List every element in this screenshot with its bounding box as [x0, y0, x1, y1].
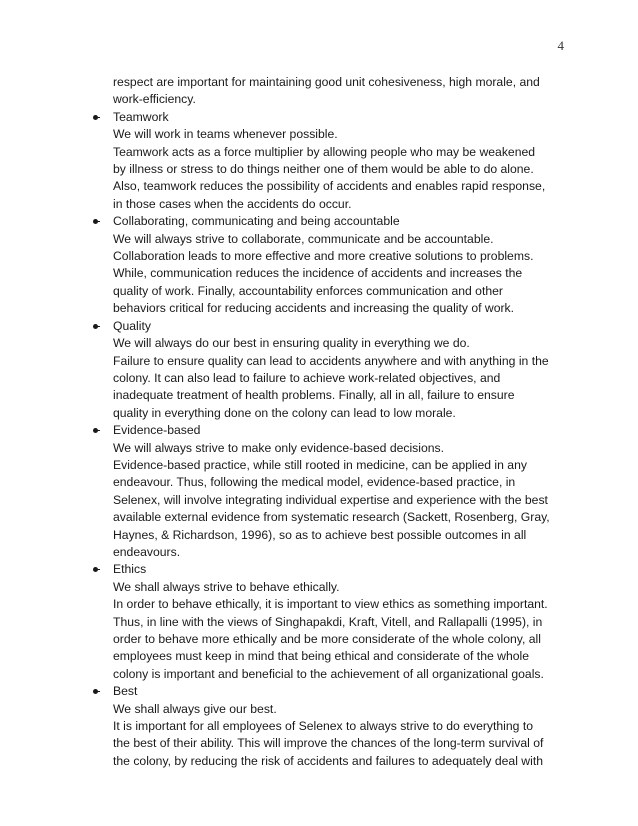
text-line: Selenex, will involve integrating individual expertise and experience with the best [113, 492, 548, 507]
value-item-quality [113, 318, 573, 422]
value-item-ethics [113, 561, 573, 683]
text-line: We will always strive to make only evidence-based decisions. [113, 440, 445, 455]
text-line: Collaboration leads to more effective and more creative solutions to problems. [113, 249, 534, 264]
text-line: We shall always strive to behave ethically. [113, 579, 340, 594]
text-line: available external evidence from systematic research (Sackett, Rosenberg, Gray, [113, 510, 550, 525]
text-line: employees must keep in mind that being ethical and considerate of the whole [113, 649, 529, 664]
text-line: by illness or stress to do things neither one of them would be able to do alone. [113, 162, 534, 177]
value-item-teamwork [113, 109, 573, 213]
value-item-evidence-based [113, 422, 573, 561]
bullet-icon [93, 219, 98, 224]
text-line: In order to behave ethically, it is important to view ethics as something important. [113, 597, 548, 612]
text-line: in those cases when the accidents do occur. [113, 196, 352, 211]
item-title: Quality [113, 318, 151, 333]
text-line: quality of work. Finally, accountability enforces communication and other [113, 283, 503, 298]
bullet-icon [93, 115, 98, 120]
document-body [113, 74, 573, 770]
bullet-icon [93, 324, 98, 329]
text-line: It is important for all employees of Selenex to always strive to do everything to [113, 719, 533, 734]
item-title: Best [113, 684, 138, 699]
text-line: Teamwork acts as a force multiplier by allowing people who may be weakened [113, 144, 536, 159]
text-line: colony is important and beneficial to the achievement of all organizational goals. [113, 666, 544, 681]
text-line: quality in everything done on the colony can lead to low morale. [113, 405, 456, 420]
text-line: behaviors critical for reducing accidents and increasing the quality of work. [113, 301, 515, 316]
text-line: colony. It can also lead to failure to achieve work-related objectives, and [113, 370, 501, 385]
text-line: Thus, in line with the views of Singhapakdi, Kraft, Vitell, and Rallapalli (1995), in [113, 614, 543, 629]
text-line: work-efficiency. [113, 92, 196, 107]
value-item-collaborating [113, 213, 573, 317]
bullet-icon [93, 567, 98, 572]
bullet-icon [93, 689, 98, 694]
text-line: the colony, by reducing the risk of accidents and failures to adequately deal with [113, 753, 543, 768]
item-title: Collaborating, communicating and being accountable [113, 214, 400, 229]
text-line: We shall always give our best. [113, 701, 277, 716]
intro-paragraph [113, 74, 573, 109]
text-line: respect are important for maintaining good unit cohesiveness, high morale, and [113, 75, 540, 89]
text-line: Evidence-based practice, while still rooted in medicine, can be applied in any [113, 457, 527, 472]
text-line: endeavours. [113, 544, 181, 559]
text-line: We will work in teams whenever possible. [113, 127, 338, 142]
text-line: order to behave more ethically and be more considerate of the whole colony, all [113, 632, 541, 646]
text-line: While, communication reduces the incidence of accidents and increases the [113, 266, 523, 281]
text-line: Also, teamwork reduces the possibility of accidents and enables rapid response, [113, 179, 546, 194]
text-line: We will always strive to collaborate, communicate and be accountable. [113, 231, 494, 246]
text-line: endeavour. Thus, following the medical model, evidence-based practice, in [113, 475, 516, 490]
value-item-best [113, 683, 573, 770]
bullet-icon [93, 428, 98, 433]
item-title: Teamwork [113, 109, 169, 124]
text-line: inadequate treatment of health problems. Finally, all in all, failure to ensure [113, 388, 515, 403]
text-line: We will always do our best in ensuring quality in everything we do. [113, 336, 470, 351]
page-number: 4 [557, 38, 564, 53]
item-title: Ethics [113, 562, 147, 577]
text-line: the best of their ability. This will improve the chances of the long-term survival of [113, 736, 544, 751]
text-line: Failure to ensure quality can lead to accidents anywhere and with anything in the [113, 353, 549, 368]
text-line: Haynes, & Richardson, 1996), so as to achieve best possible outcomes in all [113, 527, 527, 542]
item-title: Evidence-based [113, 423, 201, 438]
